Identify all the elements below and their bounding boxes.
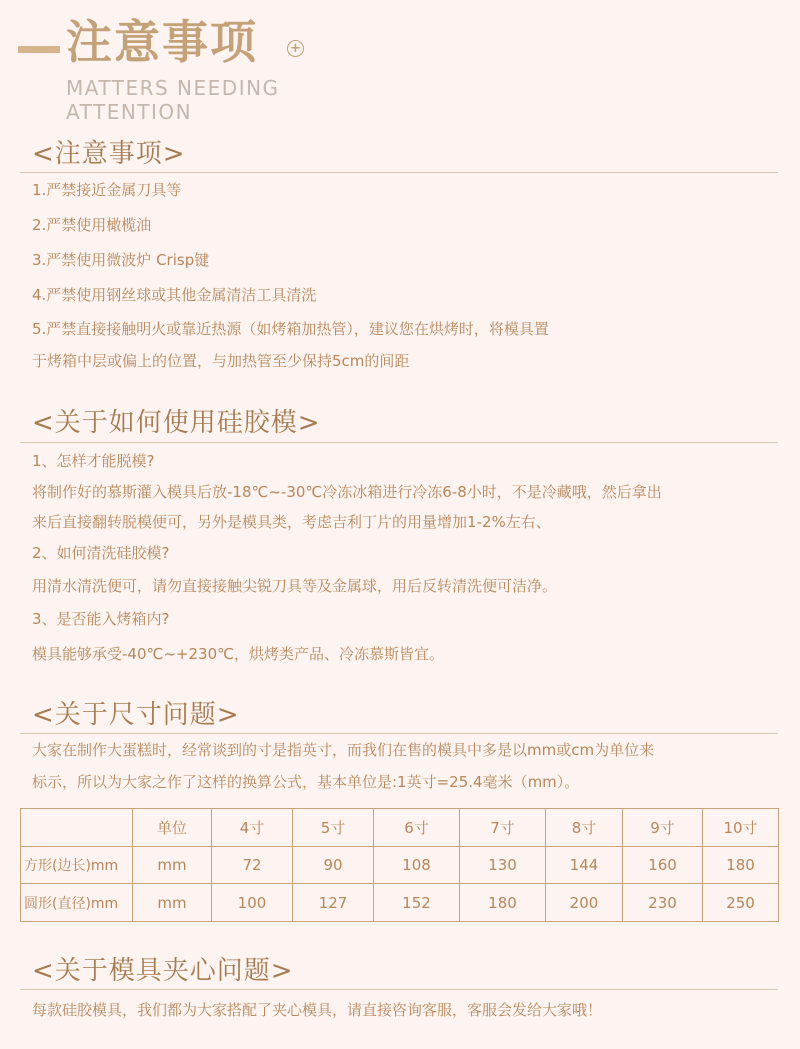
header-subtitle-line2: ATTENTION: [66, 100, 193, 124]
section-divider: [20, 733, 778, 734]
table-cell: 200: [546, 884, 623, 922]
plus-circle-icon: +: [287, 40, 304, 57]
table-cell: 180: [460, 884, 546, 922]
table-cell: mm: [133, 884, 212, 922]
table-cell: 72: [212, 846, 293, 884]
faq-question: 1、怎样才能脱模?: [32, 452, 155, 470]
faq-answer: 模具能够承受-40℃~+230℃，烘烤类产品、冷冻慕斯皆宜。: [32, 645, 444, 663]
faq-answer: 用清水清洗便可，请勿直接接触尖锐刀具等及金属球，用后反转清洗便可洁净。: [32, 577, 558, 595]
section-title-size: <关于尺寸问题>: [32, 700, 240, 730]
notice-item-continued: 于烤箱中层或偏上的位置，与加热管至少保持5cm的间距: [32, 352, 410, 370]
table-cell: mm: [133, 846, 212, 884]
table-cell: 100: [212, 884, 293, 922]
table-cell: 127: [293, 884, 374, 922]
table-cell: 250: [703, 884, 779, 922]
table-header-row: [21, 809, 779, 847]
table-cell: 180: [703, 846, 779, 884]
table-cell: 152: [374, 884, 460, 922]
table-header-cell: 10寸: [703, 809, 779, 847]
section-divider: [20, 442, 778, 443]
page-header: [0, 0, 800, 130]
table-row: [21, 846, 779, 884]
notice-item: 2.严禁使用橄榄油: [32, 216, 152, 234]
filling-description: 每款硅胶模具，我们都为大家搭配了夹心模具，请直接咨询客服，客服会发给大家哦！: [32, 1001, 603, 1019]
header-subtitle-line1: MATTERS NEEDING: [66, 76, 280, 100]
table-row-header: 圆形(直径)mm: [21, 884, 133, 922]
faq-answer: 将制作好的慕斯灌入模具后放-18℃~-30℃冷冻冰箱进行冷冻6-8小时，不是冷藏哦，然后拿出: [32, 483, 662, 501]
table-header-cell: 7寸: [460, 809, 546, 847]
table-header-cell: 5寸: [293, 809, 374, 847]
faq-question: 3、是否能入烤箱内?: [32, 610, 170, 628]
section-title-filling: <关于模具夹心问题>: [32, 956, 294, 986]
section-title-notes: <注意事项>: [32, 139, 186, 169]
table-row-header: 方形(边长)mm: [21, 846, 133, 884]
table-cell: 230: [623, 884, 703, 922]
table-header-cell: 6寸: [374, 809, 460, 847]
section-divider: [20, 989, 778, 990]
table-cell: 108: [374, 846, 460, 884]
table-cell: 130: [460, 846, 546, 884]
table-header-cell: [21, 809, 133, 847]
section-title-usage: <关于如何使用硅胶模>: [32, 408, 321, 438]
table-header-cell: 4寸: [212, 809, 293, 847]
notice-item: 4.严禁使用钢丝球或其他金属清洁工具清洗: [32, 286, 317, 304]
notice-item: 5.严禁直接接触明火或靠近热源（如烤箱加热管），建议您在烘烤时，将模具置: [32, 320, 549, 338]
table-header-cell: 单位: [133, 809, 212, 847]
size-description: 标示，所以为大家之作了这样的换算公式，基本单位是:1英寸=25.4毫米（mm）。: [32, 773, 580, 791]
table-header-cell: 8寸: [546, 809, 623, 847]
faq-answer: 来后直接翻转脱模便可，另外是模具类，考虑吉利丁片的用量增加1-2%左右、: [32, 513, 551, 531]
header-subtitle: [66, 76, 280, 124]
table-cell: 160: [623, 846, 703, 884]
section-divider: [20, 172, 778, 173]
header-title: 注意事项: [66, 15, 258, 69]
size-description: 大家在制作大蛋糕时，经常谈到的寸是指英寸，而我们在售的模具中多是以mm或cm为单位来: [32, 741, 655, 759]
size-conversion-table: [20, 808, 779, 922]
notice-item: 1.严禁接近金属刀具等: [32, 181, 182, 199]
table-row: [21, 884, 779, 922]
header-accent-bar: [18, 46, 60, 53]
table-cell: 90: [293, 846, 374, 884]
table-cell: 144: [546, 846, 623, 884]
table-header-cell: 9寸: [623, 809, 703, 847]
notice-item: 3.严禁使用微波炉 Crisp键: [32, 251, 210, 269]
faq-question: 2、如何清洗硅胶模?: [32, 544, 170, 562]
